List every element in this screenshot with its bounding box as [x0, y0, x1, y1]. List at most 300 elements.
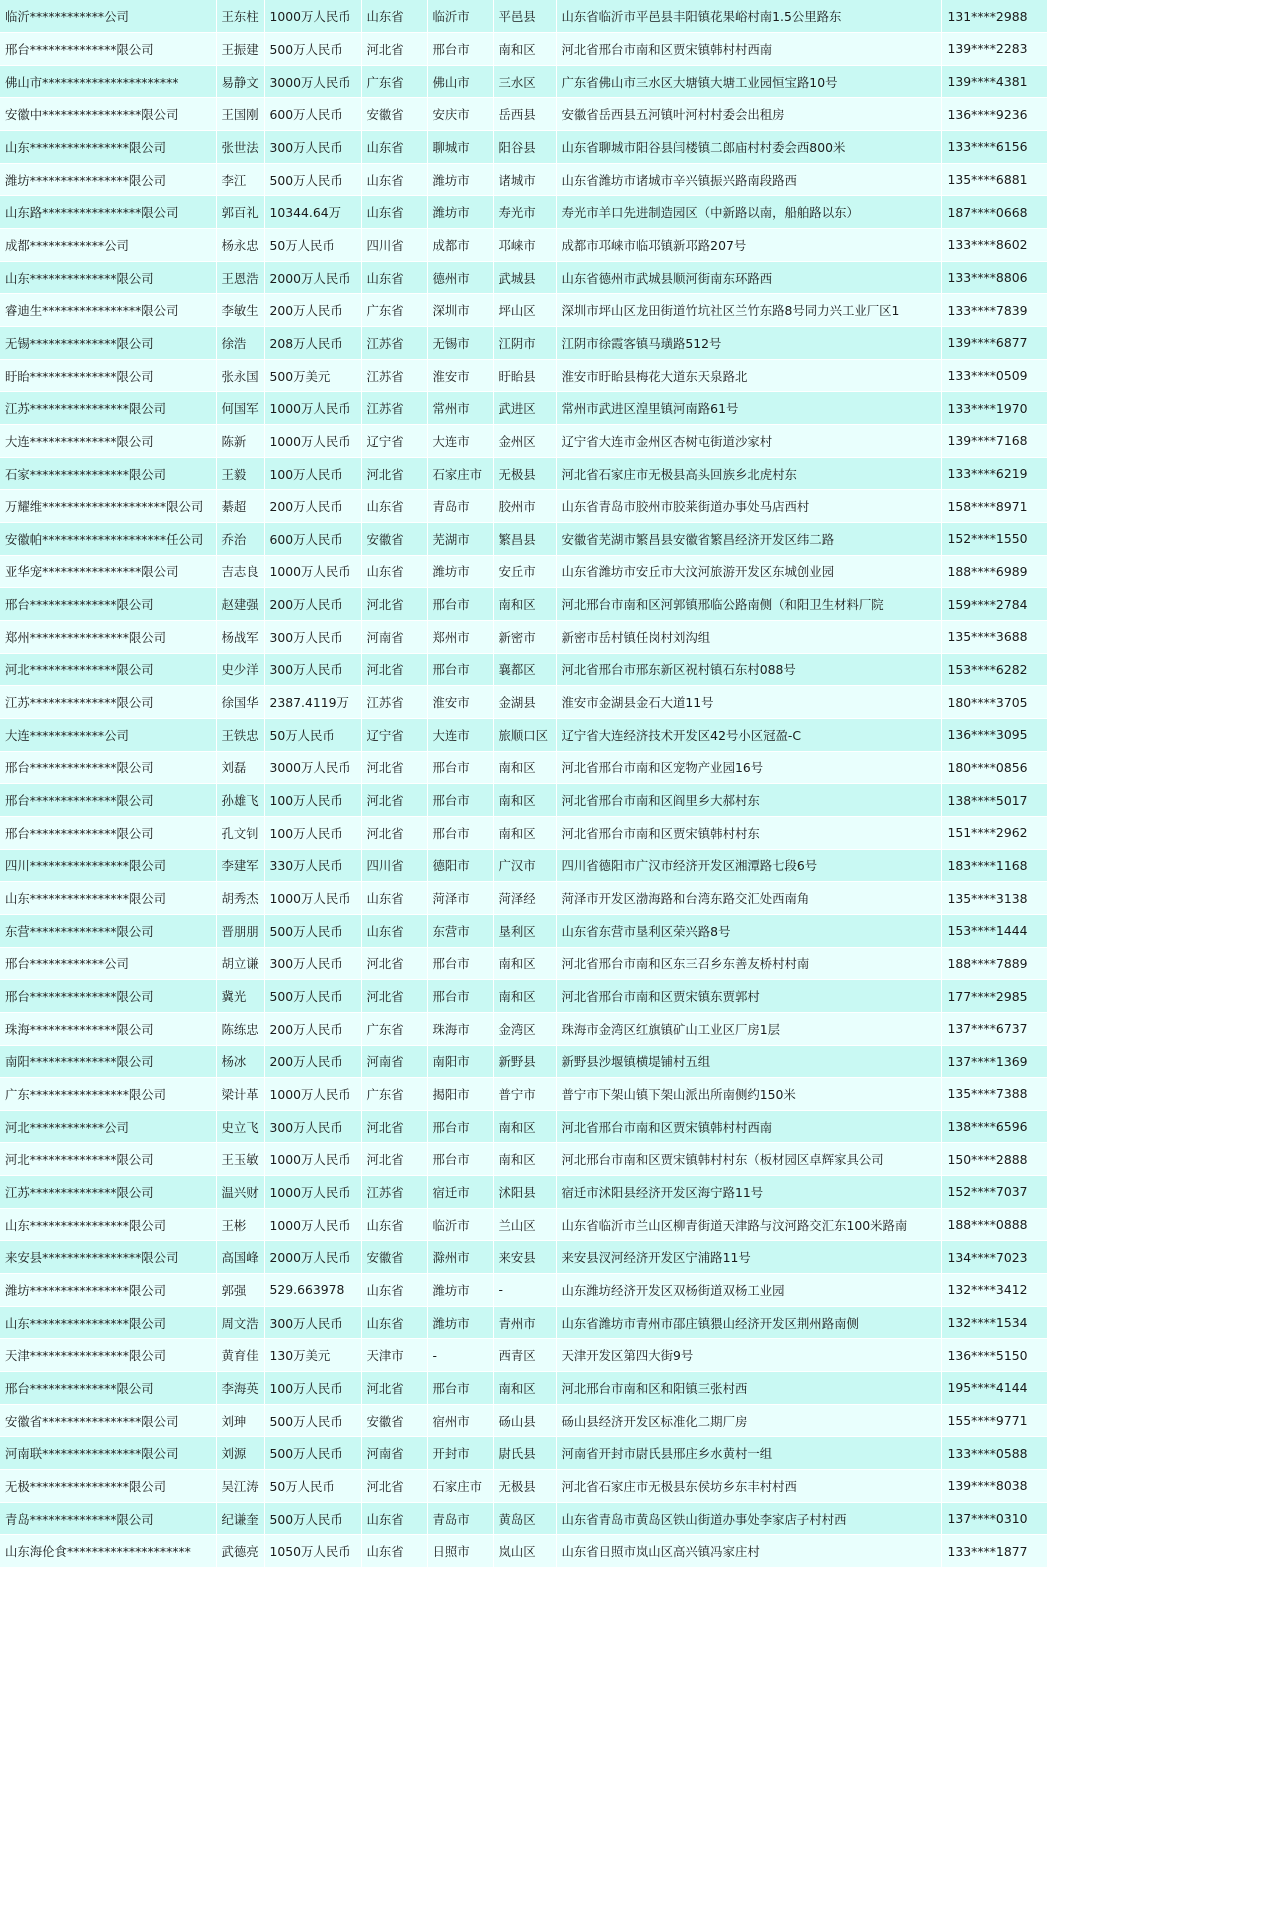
cell-registered-capital: 600万人民币 [264, 98, 361, 131]
cell-province: 江苏省 [361, 327, 427, 360]
cell-city: 潍坊市 [427, 1274, 493, 1307]
cell-legal-person: 黄育佳 [216, 1339, 264, 1372]
table-row [0, 65, 1047, 98]
cell-registered-capital: 300万人民币 [264, 131, 361, 164]
cell-district: 青州市 [493, 1306, 556, 1339]
cell-province: 山东省 [361, 1306, 427, 1339]
cell-registered-capital: 500万人民币 [264, 1437, 361, 1470]
table-row [0, 33, 1047, 66]
cell-phone: 188****6989 [941, 555, 1047, 588]
cell-company-name: 山东****************限公司 [0, 1306, 216, 1339]
cell-address: 山东省临沂市平邑县丰阳镇花果峪村南1.5公里路东 [556, 0, 941, 33]
cell-phone: 139****2283 [941, 33, 1047, 66]
cell-district: 邛崃市 [493, 229, 556, 262]
cell-city: 淮安市 [427, 359, 493, 392]
table-row [0, 131, 1047, 164]
table-row [0, 1208, 1047, 1241]
cell-address: 寿光市羊口先进制造园区（中新路以南，船舶路以东） [556, 196, 941, 229]
cell-address: 山东省潍坊市青州市邵庄镇猥山经济开发区荆州路南侧 [556, 1306, 941, 1339]
cell-province: 河北省 [361, 947, 427, 980]
cell-company-name: 山东路****************限公司 [0, 196, 216, 229]
cell-district: 西青区 [493, 1339, 556, 1372]
cell-company-name: 安徽省****************限公司 [0, 1404, 216, 1437]
cell-phone: 139****6877 [941, 327, 1047, 360]
cell-city: 深圳市 [427, 294, 493, 327]
cell-district: 尉氏县 [493, 1437, 556, 1470]
cell-district: 南和区 [493, 1372, 556, 1405]
cell-legal-person: 王玉敏 [216, 1143, 264, 1176]
cell-company-name: 安徽中****************限公司 [0, 98, 216, 131]
cell-address: 辽宁省大连市金州区杏树屯街道沙家村 [556, 425, 941, 458]
cell-registered-capital: 1000万人民币 [264, 392, 361, 425]
cell-registered-capital: 100万人民币 [264, 816, 361, 849]
cell-company-name: 亚华宠****************限公司 [0, 555, 216, 588]
cell-phone: 158****8971 [941, 490, 1047, 523]
cell-phone: 133****1970 [941, 392, 1047, 425]
cell-company-name: 山东****************限公司 [0, 1208, 216, 1241]
table-row [0, 914, 1047, 947]
cell-company-name: 江苏**************限公司 [0, 1176, 216, 1209]
cell-address: 山东潍坊经济开发区双杨街道双杨工业园 [556, 1274, 941, 1307]
cell-district: 金州区 [493, 425, 556, 458]
cell-company-name: 山东****************限公司 [0, 882, 216, 915]
cell-city: 宿迁市 [427, 1176, 493, 1209]
cell-legal-person: 胡秀杰 [216, 882, 264, 915]
cell-company-name: 东营**************限公司 [0, 914, 216, 947]
cell-province: 河北省 [361, 816, 427, 849]
cell-city: 开封市 [427, 1437, 493, 1470]
cell-registered-capital: 500万人民币 [264, 163, 361, 196]
cell-address: 常州市武进区湟里镇河南路61号 [556, 392, 941, 425]
cell-registered-capital: 300万人民币 [264, 947, 361, 980]
cell-phone: 133****0509 [941, 359, 1047, 392]
cell-city: 石家庄市 [427, 457, 493, 490]
table-row [0, 1078, 1047, 1111]
cell-legal-person: 刘珅 [216, 1404, 264, 1437]
cell-legal-person: 李江 [216, 163, 264, 196]
cell-district: 无极县 [493, 457, 556, 490]
table-row [0, 196, 1047, 229]
cell-phone: 135****6881 [941, 163, 1047, 196]
table-row [0, 1176, 1047, 1209]
cell-district: 三水区 [493, 65, 556, 98]
cell-district: 岚山区 [493, 1535, 556, 1568]
cell-phone: 153****1444 [941, 914, 1047, 947]
cell-company-name: 江苏**************限公司 [0, 686, 216, 719]
cell-province: 山东省 [361, 0, 427, 33]
cell-province: 辽宁省 [361, 425, 427, 458]
cell-registered-capital: 1000万人民币 [264, 0, 361, 33]
cell-address: 新野县沙堰镇横堤铺村五组 [556, 1045, 941, 1078]
table-row [0, 947, 1047, 980]
cell-address: 安徽省芜湖市繁昌县安徽省繁昌经济开发区纬二路 [556, 523, 941, 556]
cell-legal-person: 刘磊 [216, 751, 264, 784]
cell-phone: 151****2962 [941, 816, 1047, 849]
cell-city: - [427, 1339, 493, 1372]
cell-city: 聊城市 [427, 131, 493, 164]
cell-city: 常州市 [427, 392, 493, 425]
cell-city: 佛山市 [427, 65, 493, 98]
cell-city: 揭阳市 [427, 1078, 493, 1111]
table-row [0, 359, 1047, 392]
cell-address: 山东省日照市岚山区高兴镇冯家庄村 [556, 1535, 941, 1568]
cell-city: 临沂市 [427, 0, 493, 33]
cell-address: 山东省临沂市兰山区柳青街道天津路与汶河路交汇东100米路南 [556, 1208, 941, 1241]
cell-province: 山东省 [361, 914, 427, 947]
cell-phone: 152****7037 [941, 1176, 1047, 1209]
cell-company-name: 无锡**************限公司 [0, 327, 216, 360]
cell-company-name: 石家****************限公司 [0, 457, 216, 490]
cell-address: 河北省邢台市南和区贾宋镇韩村村西南 [556, 33, 941, 66]
cell-registered-capital: 50万人民币 [264, 229, 361, 262]
cell-province: 江苏省 [361, 686, 427, 719]
cell-address: 珠海市金湾区红旗镇矿山工业区厂房1层 [556, 1012, 941, 1045]
cell-city: 德州市 [427, 261, 493, 294]
cell-address: 山东省东营市垦利区荣兴路8号 [556, 914, 941, 947]
table-row [0, 1045, 1047, 1078]
cell-address: 山东省聊城市阳谷县闫楼镇二郎庙村村委会西800米 [556, 131, 941, 164]
cell-registered-capital: 2000万人民币 [264, 261, 361, 294]
cell-phone: 133****7839 [941, 294, 1047, 327]
cell-address: 江阴市徐霞客镇马璜路512号 [556, 327, 941, 360]
cell-district: 胶州市 [493, 490, 556, 523]
cell-legal-person: 史少洋 [216, 653, 264, 686]
cell-company-name: 河北************公司 [0, 1110, 216, 1143]
cell-district: 沭阳县 [493, 1176, 556, 1209]
cell-province: 安徽省 [361, 98, 427, 131]
cell-registered-capital: 330万人民币 [264, 849, 361, 882]
cell-address: 河北省邢台市南和区宠物产业园16号 [556, 751, 941, 784]
cell-legal-person: 刘源 [216, 1437, 264, 1470]
cell-province: 江苏省 [361, 359, 427, 392]
cell-phone: 152****1550 [941, 523, 1047, 556]
cell-city: 大连市 [427, 425, 493, 458]
cell-phone: 153****6282 [941, 653, 1047, 686]
cell-province: 辽宁省 [361, 718, 427, 751]
cell-address: 山东省潍坊市诸城市辛兴镇振兴路南段路西 [556, 163, 941, 196]
cell-legal-person: 李海英 [216, 1372, 264, 1405]
cell-province: 江苏省 [361, 1176, 427, 1209]
cell-phone: 133****8602 [941, 229, 1047, 262]
cell-district: 南和区 [493, 588, 556, 621]
cell-registered-capital: 3000万人民币 [264, 65, 361, 98]
cell-legal-person: 乔治 [216, 523, 264, 556]
cell-district: 黄岛区 [493, 1502, 556, 1535]
cell-province: 广东省 [361, 294, 427, 327]
cell-company-name: 邢台**************限公司 [0, 751, 216, 784]
cell-registered-capital: 500万人民币 [264, 33, 361, 66]
cell-address: 山东省青岛市胶州市胶莱街道办事处马店西村 [556, 490, 941, 523]
cell-registered-capital: 1050万人民币 [264, 1535, 361, 1568]
cell-legal-person: 李敏生 [216, 294, 264, 327]
cell-city: 宿州市 [427, 1404, 493, 1437]
table-row [0, 816, 1047, 849]
cell-address: 四川省德阳市广汉市经济开发区湘潭路七段6号 [556, 849, 941, 882]
cell-city: 邢台市 [427, 784, 493, 817]
cell-province: 河北省 [361, 784, 427, 817]
cell-legal-person: 徐国华 [216, 686, 264, 719]
cell-registered-capital: 100万人民币 [264, 457, 361, 490]
table-row [0, 523, 1047, 556]
table-row [0, 1372, 1047, 1405]
cell-address: 河南省开封市尉氏县邢庄乡水黄村一组 [556, 1437, 941, 1470]
cell-district: 平邑县 [493, 0, 556, 33]
cell-city: 潍坊市 [427, 1306, 493, 1339]
cell-phone: 138****5017 [941, 784, 1047, 817]
cell-district: 广汉市 [493, 849, 556, 882]
cell-city: 芜湖市 [427, 523, 493, 556]
cell-district: 繁昌县 [493, 523, 556, 556]
cell-company-name: 山东****************限公司 [0, 131, 216, 164]
table-row [0, 261, 1047, 294]
cell-legal-person: 綦超 [216, 490, 264, 523]
cell-province: 河南省 [361, 1045, 427, 1078]
cell-district: 安丘市 [493, 555, 556, 588]
cell-registered-capital: 10344.64万 [264, 196, 361, 229]
cell-registered-capital: 200万人民币 [264, 588, 361, 621]
cell-province: 河北省 [361, 457, 427, 490]
cell-registered-capital: 600万人民币 [264, 523, 361, 556]
cell-province: 广东省 [361, 1012, 427, 1045]
cell-phone: 133****1877 [941, 1535, 1047, 1568]
cell-phone: 135****7388 [941, 1078, 1047, 1111]
cell-company-name: 河北**************限公司 [0, 653, 216, 686]
cell-city: 安庆市 [427, 98, 493, 131]
table-row [0, 163, 1047, 196]
cell-company-name: 山东海伦食******************** [0, 1535, 216, 1568]
table-row [0, 490, 1047, 523]
cell-company-name: 佛山市********************** [0, 65, 216, 98]
cell-address: 新密市岳村镇任岗村刘沟组 [556, 620, 941, 653]
table-row [0, 1012, 1047, 1045]
cell-legal-person: 郭强 [216, 1274, 264, 1307]
cell-district: 砀山县 [493, 1404, 556, 1437]
cell-legal-person: 王恩浩 [216, 261, 264, 294]
cell-company-name: 南阳**************限公司 [0, 1045, 216, 1078]
cell-company-name: 邢台**************限公司 [0, 784, 216, 817]
cell-phone: 180****3705 [941, 686, 1047, 719]
cell-province: 河北省 [361, 1143, 427, 1176]
cell-legal-person: 胡立谦 [216, 947, 264, 980]
cell-city: 青岛市 [427, 490, 493, 523]
cell-province: 山东省 [361, 882, 427, 915]
cell-province: 河北省 [361, 1110, 427, 1143]
cell-legal-person: 史立飞 [216, 1110, 264, 1143]
cell-city: 日照市 [427, 1535, 493, 1568]
cell-legal-person: 王彬 [216, 1208, 264, 1241]
cell-city: 邢台市 [427, 816, 493, 849]
table-row [0, 1274, 1047, 1307]
cell-province: 河南省 [361, 620, 427, 653]
cell-company-name: 万耀维********************限公司 [0, 490, 216, 523]
cell-company-name: 安徽帕********************任公司 [0, 523, 216, 556]
cell-district: 金湾区 [493, 1012, 556, 1045]
cell-phone: 137****1369 [941, 1045, 1047, 1078]
cell-district: 南和区 [493, 33, 556, 66]
cell-phone: 136****5150 [941, 1339, 1047, 1372]
cell-registered-capital: 1000万人民币 [264, 882, 361, 915]
cell-registered-capital: 1000万人民币 [264, 1176, 361, 1209]
cell-district: 盱眙县 [493, 359, 556, 392]
cell-city: 潍坊市 [427, 163, 493, 196]
cell-registered-capital: 50万人民币 [264, 1470, 361, 1503]
cell-registered-capital: 100万人民币 [264, 784, 361, 817]
cell-address: 河北邢台市南和区贾宋镇韩村村东（板材园区卓辉家具公司 [556, 1143, 941, 1176]
cell-phone: 183****1168 [941, 849, 1047, 882]
cell-address: 河北省邢台市南和区阎里乡大郝村东 [556, 784, 941, 817]
cell-company-name: 青岛**************限公司 [0, 1502, 216, 1535]
cell-legal-person: 王国刚 [216, 98, 264, 131]
cell-registered-capital: 1000万人民币 [264, 425, 361, 458]
cell-phone: 139****8038 [941, 1470, 1047, 1503]
cell-district: 岳西县 [493, 98, 556, 131]
cell-province: 广东省 [361, 1078, 427, 1111]
cell-city: 东营市 [427, 914, 493, 947]
table-row [0, 686, 1047, 719]
cell-phone: 195****4144 [941, 1372, 1047, 1405]
cell-company-name: 大连**************限公司 [0, 425, 216, 458]
cell-address: 河北省邢台市南和区贾宋镇东贾郭村 [556, 980, 941, 1013]
cell-registered-capital: 1000万人民币 [264, 1143, 361, 1176]
table-row [0, 1306, 1047, 1339]
cell-address: 广东省佛山市三水区大塘镇大塘工业园恒宝路10号 [556, 65, 941, 98]
cell-phone: 137****0310 [941, 1502, 1047, 1535]
table-row [0, 555, 1047, 588]
cell-province: 山东省 [361, 1274, 427, 1307]
cell-legal-person: 杨永忠 [216, 229, 264, 262]
cell-company-name: 天津****************限公司 [0, 1339, 216, 1372]
cell-company-name: 邢台**************限公司 [0, 816, 216, 849]
cell-legal-person: 何国军 [216, 392, 264, 425]
cell-district: 南和区 [493, 1143, 556, 1176]
cell-address: 普宁市下架山镇下架山派出所南侧约150米 [556, 1078, 941, 1111]
cell-registered-capital: 200万人民币 [264, 1045, 361, 1078]
cell-legal-person: 李建军 [216, 849, 264, 882]
cell-registered-capital: 500万美元 [264, 359, 361, 392]
cell-district: 南和区 [493, 947, 556, 980]
table-row [0, 1241, 1047, 1274]
cell-province: 河北省 [361, 588, 427, 621]
cell-legal-person: 梁计革 [216, 1078, 264, 1111]
cell-province: 河北省 [361, 33, 427, 66]
cell-legal-person: 杨冰 [216, 1045, 264, 1078]
cell-phone: 136****3095 [941, 718, 1047, 751]
cell-legal-person: 孔文钊 [216, 816, 264, 849]
cell-address: 辽宁省大连经济技术开发区42号小区冠盈-C [556, 718, 941, 751]
cell-district: 襄都区 [493, 653, 556, 686]
cell-company-name: 邢台************公司 [0, 947, 216, 980]
table-row [0, 327, 1047, 360]
cell-city: 德阳市 [427, 849, 493, 882]
cell-address: 河北省邢台市邢东新区祝村镇石东村088号 [556, 653, 941, 686]
cell-city: 成都市 [427, 229, 493, 262]
cell-city: 邢台市 [427, 751, 493, 784]
cell-city: 邢台市 [427, 980, 493, 1013]
cell-district: 来安县 [493, 1241, 556, 1274]
cell-province: 安徽省 [361, 1241, 427, 1274]
cell-registered-capital: 300万人民币 [264, 1306, 361, 1339]
cell-legal-person: 张永国 [216, 359, 264, 392]
cell-province: 山东省 [361, 1208, 427, 1241]
cell-registered-capital: 1000万人民币 [264, 555, 361, 588]
cell-registered-capital: 1000万人民币 [264, 1208, 361, 1241]
cell-phone: 159****2784 [941, 588, 1047, 621]
cell-company-name: 邢台**************限公司 [0, 980, 216, 1013]
cell-province: 安徽省 [361, 1404, 427, 1437]
table-row [0, 1110, 1047, 1143]
cell-company-name: 临沂************公司 [0, 0, 216, 33]
cell-address: 河北邢台市南和区和阳镇三张村西 [556, 1372, 941, 1405]
cell-registered-capital: 200万人民币 [264, 490, 361, 523]
cell-district: 垦利区 [493, 914, 556, 947]
table-row [0, 0, 1047, 33]
cell-province: 山东省 [361, 1502, 427, 1535]
cell-company-name: 邢台**************限公司 [0, 33, 216, 66]
table-row [0, 1502, 1047, 1535]
cell-legal-person: 吴江涛 [216, 1470, 264, 1503]
cell-phone: 187****0668 [941, 196, 1047, 229]
cell-address: 河北省石家庄市无极县东侯坊乡东丰村村西 [556, 1470, 941, 1503]
cell-phone: 131****2988 [941, 0, 1047, 33]
cell-address: 山东省德州市武城县顺河街南东环路西 [556, 261, 941, 294]
cell-district: 南和区 [493, 751, 556, 784]
cell-registered-capital: 200万人民币 [264, 294, 361, 327]
cell-city: 南阳市 [427, 1045, 493, 1078]
cell-city: 邢台市 [427, 588, 493, 621]
cell-district: 新密市 [493, 620, 556, 653]
cell-city: 滁州市 [427, 1241, 493, 1274]
cell-district: 武进区 [493, 392, 556, 425]
cell-address: 来安县汊河经济开发区宁浦路11号 [556, 1241, 941, 1274]
table-row [0, 98, 1047, 131]
cell-phone: 180****0856 [941, 751, 1047, 784]
cell-phone: 133****6156 [941, 131, 1047, 164]
cell-province: 四川省 [361, 229, 427, 262]
cell-legal-person: 周文浩 [216, 1306, 264, 1339]
table-row [0, 392, 1047, 425]
cell-registered-capital: 100万人民币 [264, 1372, 361, 1405]
cell-city: 邢台市 [427, 947, 493, 980]
cell-address: 宿迁市沭阳县经济开发区海宁路11号 [556, 1176, 941, 1209]
cell-company-name: 郑州****************限公司 [0, 620, 216, 653]
cell-district: 诸城市 [493, 163, 556, 196]
cell-district: 南和区 [493, 980, 556, 1013]
cell-company-name: 成都************公司 [0, 229, 216, 262]
cell-company-name: 江苏****************限公司 [0, 392, 216, 425]
cell-district: 阳谷县 [493, 131, 556, 164]
cell-address: 淮安市盱眙县梅花大道东天泉路北 [556, 359, 941, 392]
cell-district: 金湖县 [493, 686, 556, 719]
table-row [0, 1437, 1047, 1470]
cell-phone: 133****8806 [941, 261, 1047, 294]
cell-legal-person: 高国峰 [216, 1241, 264, 1274]
table-row [0, 1470, 1047, 1503]
cell-registered-capital: 1000万人民币 [264, 1078, 361, 1111]
cell-address: 山东省青岛市黄岛区铁山街道办事处李家店子村村西 [556, 1502, 941, 1535]
cell-phone: 155****9771 [941, 1404, 1047, 1437]
cell-district: 坪山区 [493, 294, 556, 327]
cell-phone: 139****4381 [941, 65, 1047, 98]
table-row [0, 751, 1047, 784]
table-row [0, 784, 1047, 817]
cell-district: 江阴市 [493, 327, 556, 360]
cell-address: 河北省邢台市南和区贾宋镇韩村村东 [556, 816, 941, 849]
cell-registered-capital: 500万人民币 [264, 1404, 361, 1437]
cell-legal-person: 武德亮 [216, 1535, 264, 1568]
cell-province: 山东省 [361, 490, 427, 523]
cell-city: 郑州市 [427, 620, 493, 653]
cell-phone: 188****0888 [941, 1208, 1047, 1241]
